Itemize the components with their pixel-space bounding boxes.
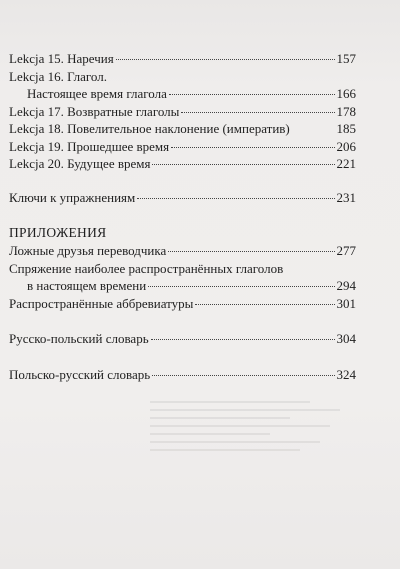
toc-entry-lesson-15 (9, 50, 356, 68)
toc-entry-title: Распространённые аббревиатуры (9, 295, 194, 311)
toc-entry-page: 157 (336, 51, 356, 66)
toc-entry-page: 221 (336, 156, 356, 171)
toc-entry-false-friends (9, 242, 356, 260)
toc-entry-title: в настоящем времени (27, 278, 147, 293)
toc-entry-title: Русско-польский словарь (9, 331, 149, 346)
toc-entry-lesson-17 (9, 103, 356, 121)
toc-entry-title: Ключи к упражнениям (9, 189, 136, 205)
table-of-contents (9, 50, 356, 383)
toc-entry-title: Lekcja 19. Прошедшее время (9, 138, 170, 154)
toc-entry-page: 294 (336, 278, 356, 293)
toc-entry-title: Ложные друзья переводчика (9, 243, 167, 258)
toc-entry-lesson-20 (9, 155, 356, 173)
toc-entry-page: 324 (336, 366, 356, 382)
toc-leader-dots (181, 112, 334, 113)
toc-entry-page: 304 (336, 331, 356, 346)
toc-entry-lesson-16-sub (9, 85, 356, 103)
toc-entry-page: 166 (336, 86, 356, 101)
toc-entry-page: 301 (336, 295, 356, 311)
toc-entry-page: 185 (336, 121, 356, 136)
toc-entry-title: Настоящее время глагола (27, 86, 167, 101)
toc-entry-pl-ru-dictionary (9, 366, 356, 384)
toc-entry-page: 206 (336, 138, 356, 154)
toc-entry-page: 178 (336, 103, 356, 119)
toc-entry-lesson-16 (9, 68, 356, 86)
toc-entry-abbreviations (9, 295, 356, 313)
toc-entry-answers (9, 189, 356, 207)
toc-entry-title: Lekcja 20. Будущее время (9, 156, 151, 171)
toc-entry-page: 277 (336, 243, 356, 258)
toc-leader-dots (171, 147, 334, 148)
toc-leader-dots (169, 94, 335, 95)
toc-entry-conjugation (9, 260, 356, 278)
show-through-text (150, 395, 350, 457)
toc-leader-dots (148, 286, 334, 287)
toc-entry-title: Lekcja 18. Повелительное наклонение (императив) (9, 121, 290, 136)
toc-entry-title: Польско-русский словарь (9, 366, 151, 382)
toc-leader-dots (151, 339, 335, 340)
toc-leader-dots (168, 251, 334, 252)
toc-entry-title: Lekcja 16. Глагол. (9, 68, 107, 84)
toc-entry-title: Lekcja 17. Возвратные глаголы (9, 103, 180, 119)
toc-entry-conjugation-sub (9, 277, 356, 295)
toc-leader-dots (137, 198, 334, 199)
appendix-heading: ПРИЛОЖЕНИЯ (9, 225, 107, 240)
toc-entry-title: Lekcja 15. Наречия (9, 51, 114, 66)
toc-leader-dots (195, 304, 334, 305)
toc-leader-dots (116, 59, 335, 60)
toc-leader-dots (152, 375, 334, 376)
toc-leader-dots (152, 164, 334, 165)
toc-entry-lesson-19 (9, 138, 356, 156)
toc-entry-ru-pl-dictionary (9, 330, 356, 348)
toc-entry-title: Спряжение наиболее распространённых глаголов (9, 260, 284, 276)
toc-entry-lesson-18 (9, 120, 356, 138)
toc-entry-page: 231 (336, 189, 356, 205)
